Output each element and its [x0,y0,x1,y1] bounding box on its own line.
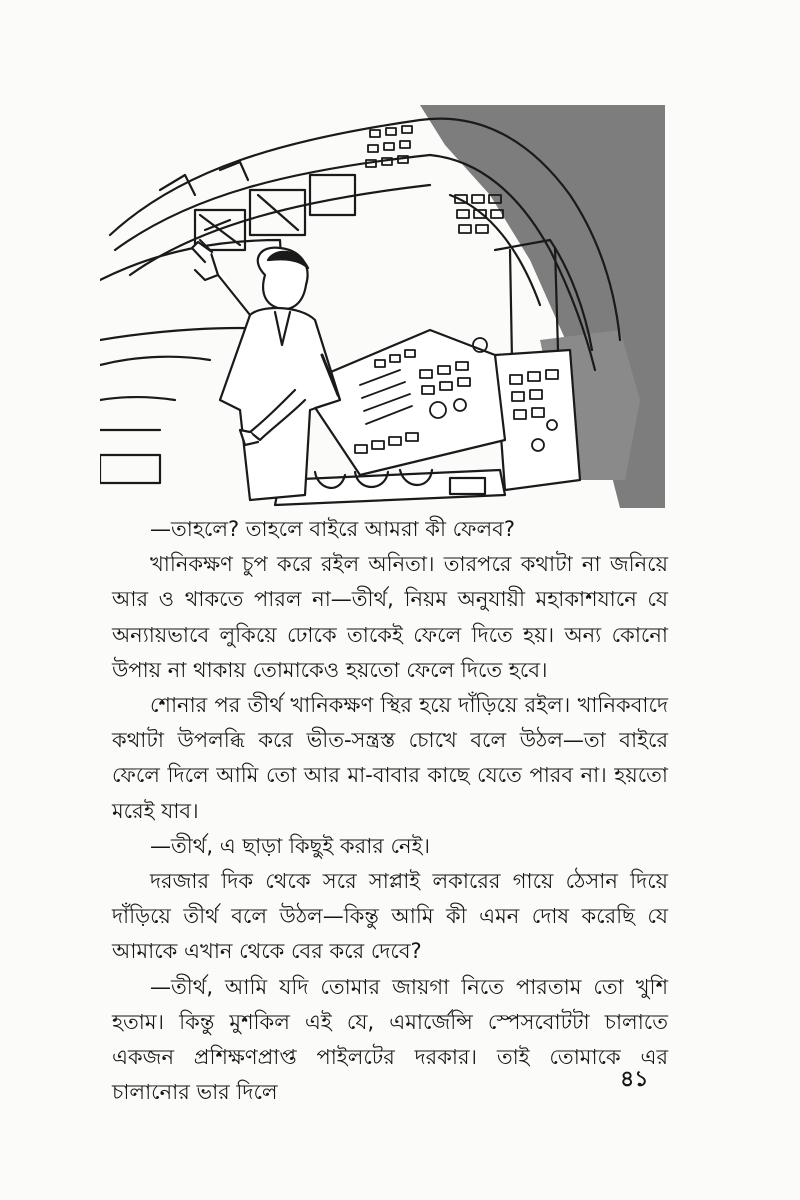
story-text [112,512,668,1110]
paragraph: —তীর্থ, এ ছাড়া কিছুই করার নেই। [150,833,431,858]
paragraph: খানিকক্ষণ চুপ করে রইল অনিতা। তারপরে কথাটা না জনিয়ে আর ও থাকতে পারল না—তীর্থ, নিয়ম অনুযায়ী মহাকাশযানে যে অন্যায়ভাবে লুকিয়ে ঢোকে তাকেই ফেলে দিতে হয়। অন্য কোনো উপায় না থাকায় তোমাকেও হয়তো ফেলে দিতে হবে। [112,552,668,682]
paragraph: দরজার দিক থেকে সরে সাপ্লাই লকারের গায়ে ঠেসান দিয়ে দাঁড়িয়ে তীর্থ বলে উঠল—কিন্তু আমি কী এমন দোষ করেছি যে আমাকে এখান থেকে বের করে দেবে? [112,869,668,964]
paragraph: শোনার পর তীর্থ খানিকক্ষণ স্থির হয়ে দাঁড়িয়ে রইল। খানিকবাদে কথাটা উপলব্ধি করে ভীত-সন্ত্রস্ত চোখে বলে উঠল—তা বাইরে ফেলে দিলে আমি তো আর মা-বাবার কাছে যেতে পারব না। হয়তো মরেই যাব। [112,693,668,823]
spaceship-cockpit-illustration [100,100,665,508]
paragraph: —তীর্থ, আমি যদি তোমার জায়গা নিতে পারতাম তো খুশি হতাম। কিন্তু মুশকিল এই যে, এমার্জেন্সি স্পেসবোটটা চালাতে একজন প্রশিক্ষণপ্রাপ্ত পাইলটের দরকার। তাই তোমাকে এর চালানোর ভার দিলে [112,974,668,1105]
paragraph: —তাহলে? তাহলে বাইরে আমরা কী ফেলব? [150,517,515,541]
page-number: ৪১ [620,1067,649,1092]
